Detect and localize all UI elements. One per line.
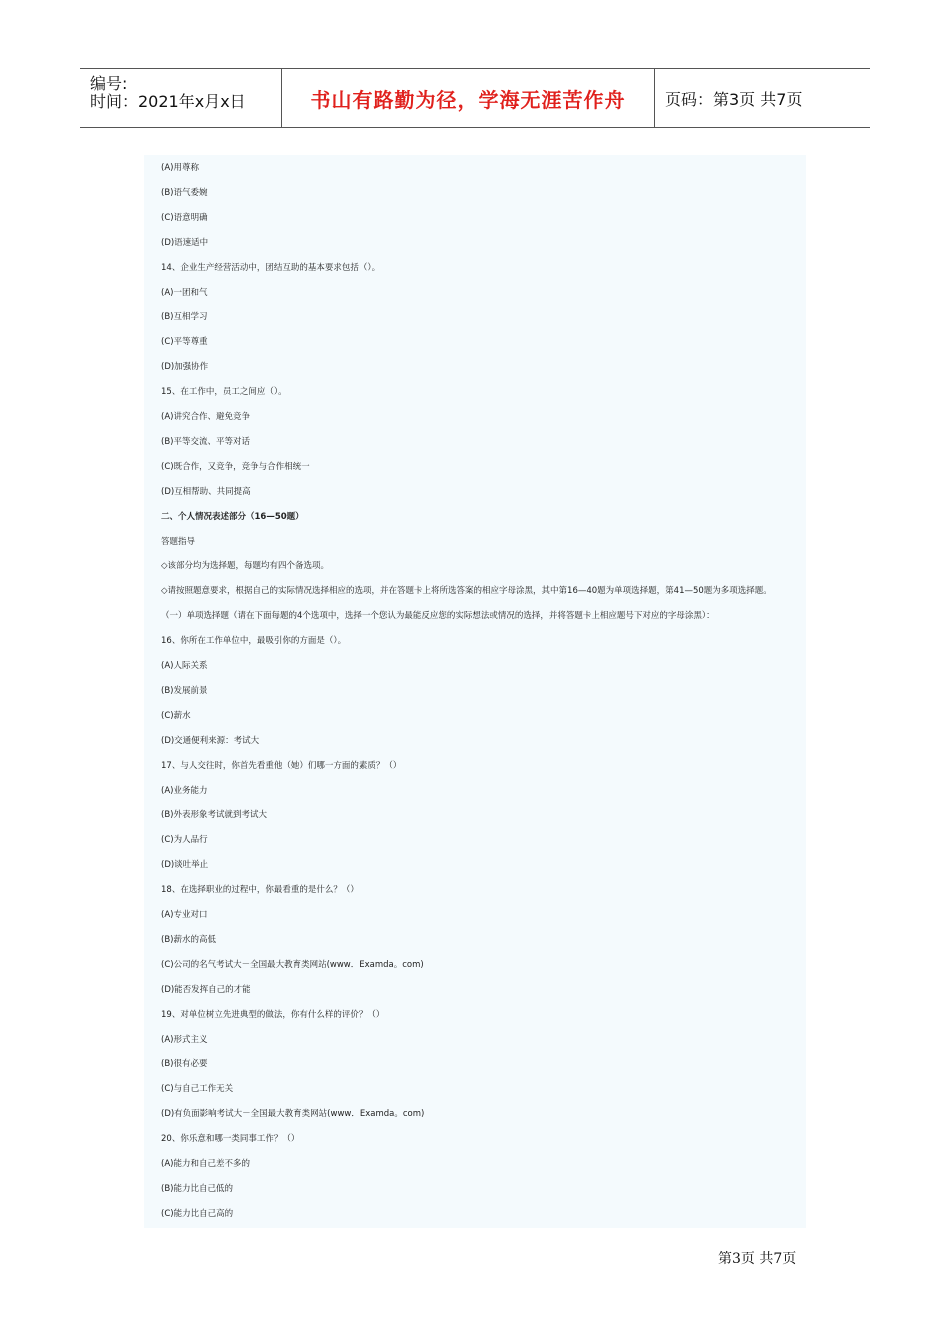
document-line: (A)一团和气: [161, 287, 208, 298]
page-header: [80, 68, 870, 128]
document-line: 18、在选择职业的过程中，你最看重的是什么？（）: [161, 885, 359, 896]
document-line: (A)人际关系: [161, 661, 208, 671]
document-line: (D)交通便利来源：考试大: [161, 735, 260, 746]
document-line: 15、在工作中，员工之间应（）。: [161, 387, 287, 398]
document-line: (A)用尊称: [161, 163, 199, 173]
header-info-cell: [80, 69, 282, 127]
header-page-cell: [655, 69, 870, 127]
document-line: (C)为人品行: [161, 835, 208, 846]
document-line: ◇请按照题意要求，根据自己的实际情况选择相应的选项，并在答题卡上将所选答案的相应字母涂黑，其中第16—40题为单项选择题，第41—50题为多项选择题。: [161, 586, 772, 597]
document-line: 20、你乐意和哪一类同事工作？（）: [161, 1134, 300, 1145]
document-line: （一）单项选择题（请在下面每题的4个选项中，选择一个您认为最能反应您的实际想法或情况的选择，并将答题卡上相应题号下对应的字母涂黑）：: [161, 611, 715, 622]
footer-page-number: 第3页 共7页: [718, 1251, 797, 1267]
document-line: (B)语气委婉: [161, 187, 208, 198]
document-line: (C)公司的名气考试大－全国最大教育类网站(www．Examda。com): [161, 959, 424, 970]
document-line: (A)业务能力: [161, 785, 208, 796]
document-line: 17、与人交往时，你首先看重他（她）们哪一方面的素质？（）: [161, 760, 402, 771]
document-line: (A)专业对口: [161, 910, 208, 920]
document-line: (B)薪水的高低: [161, 934, 216, 945]
document-line: 19、对单位树立先进典型的做法，你有什么样的评价？（）: [161, 1009, 385, 1020]
document-line: (D)能否发挥自己的才能: [161, 984, 251, 995]
document-line: ◇该部分均为选择题，每题均有四个备选项。: [161, 561, 330, 572]
header-motto-cell: [282, 69, 655, 127]
document-line: (C)语意明确: [161, 212, 208, 223]
document-line: (D)语速适中: [161, 237, 209, 248]
header-motto: 书山有路勤为径，学海无涯苦作舟: [310, 87, 626, 112]
document-line: (A)形式主义: [161, 1034, 208, 1045]
document-line: (B)平等交流、平等对话: [161, 436, 250, 447]
header-page-number: 页码：第3页 共7页: [665, 89, 803, 109]
document-line: (B)能力比自己低的: [161, 1183, 233, 1194]
document-line: (D)谈吐举止: [161, 860, 209, 871]
document-line: (C)与自己工作无关: [161, 1084, 234, 1095]
document-line: (C)既合作，又竞争，竞争与合作相统一: [161, 461, 310, 472]
document-line: 16、你所在工作单位中，最吸引你的方面是（）。: [161, 636, 347, 647]
document-line: 答题指导: [161, 536, 196, 547]
document-line: 二、个人情况表述部分（16—50题）: [161, 511, 304, 522]
document-line: (C)薪水: [161, 710, 191, 721]
document-time-label: 时间：2021年x月x日: [90, 92, 246, 111]
document-body: [144, 155, 806, 1228]
document-line: (B)发展前景: [161, 685, 208, 696]
document-line: 14、企业生产经营活动中，团结互助的基本要求包括（）。: [161, 262, 381, 273]
document-line: (C)能力比自己高的: [161, 1208, 234, 1219]
document-line: (D)加强协作: [161, 362, 209, 373]
document-line: (B)外表形象考试就到考试大: [161, 810, 267, 821]
document-line: (D)互相帮助、共同提高: [161, 486, 251, 497]
document-line: (B)互相学习: [161, 312, 208, 323]
document-line: (A)能力和自己差不多的: [161, 1159, 250, 1169]
document-line: (D)有负面影响考试大－全国最大教育类网站(www．Examda。com): [161, 1109, 425, 1120]
document-line: (B)很有必要: [161, 1059, 208, 1070]
document-number-label: 编号:: [90, 74, 128, 93]
document-line: (A)讲究合作、避免竞争: [161, 412, 250, 422]
document-line: (C)平等尊重: [161, 337, 208, 348]
